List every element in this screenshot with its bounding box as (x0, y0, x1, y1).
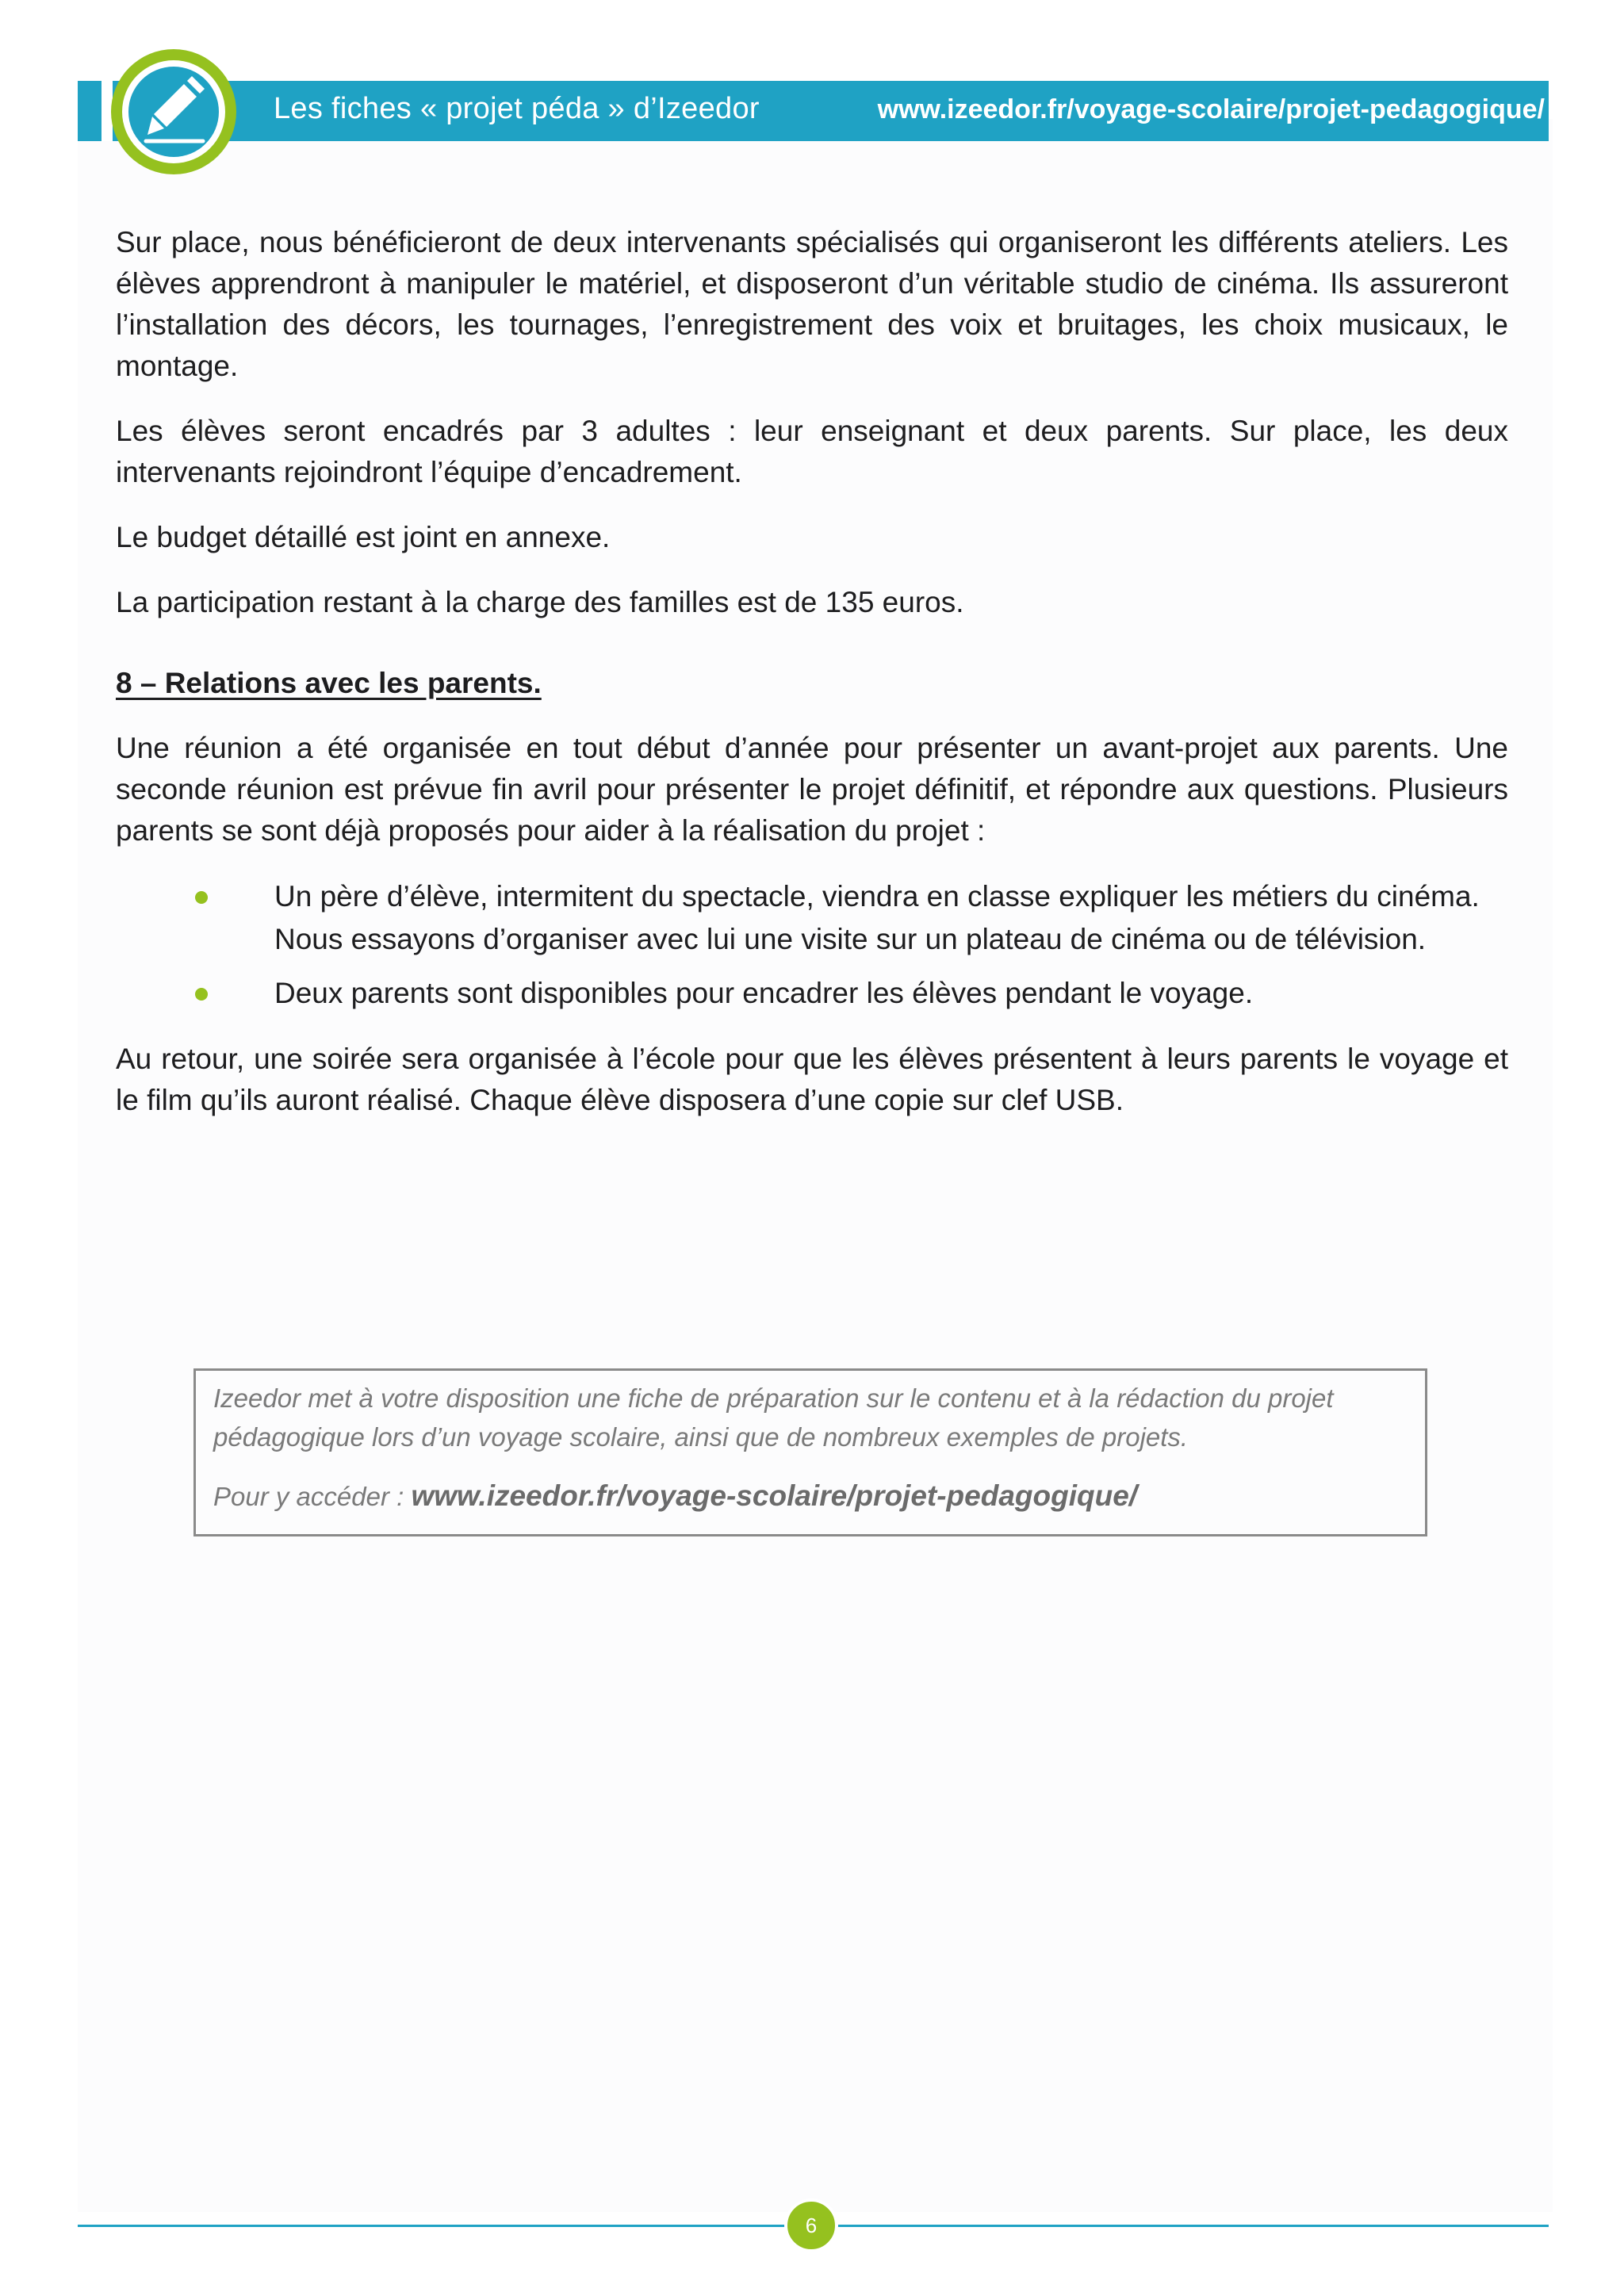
bullet-item (274, 972, 1508, 1015)
info-box-access (213, 1479, 1408, 1514)
bullet-list (116, 875, 1508, 1015)
info-box (193, 1368, 1427, 1536)
paragraph: Les élèves seront encadrés par 3 adultes : leur enseignant et deux parents. Sur place, les deux intervenants rejoindront l’équipe d’encadrement. (116, 415, 1508, 488)
info-access-link[interactable]: www.izeedor.fr/voyage-scolaire/projet-pedagogique/ (411, 1479, 1138, 1512)
bullet-text: Deux parents sont disponibles pour encadrer les élèves pendant le voyage. (274, 977, 1254, 1009)
section-intro-paragraph: Une réunion a été organisée en tout début d’année pour présenter un avant-projet aux parents. Une seconde réunion est prévue fin avril pour présenter le projet définitif, et répondre aux questions. Plusieurs parents se sont déjà proposés pour aider à la réalisation du projet : (116, 732, 1508, 847)
page-number: 6 (805, 2214, 818, 2237)
header-title: Les fiches « projet péda » d’Izeedor (274, 92, 760, 125)
closing-paragraph: Au retour, une soirée sera organisée à l’école pour que les élèves présentent à leurs parents le voyage et le film qu’ils auront réalisé. Chaque élève disposera d’une copie sur clef USB. (116, 1043, 1508, 1116)
section-heading (116, 663, 1508, 704)
document-body (116, 222, 1508, 1145)
info-box-text: Izeedor met à votre disposition une fiche de préparation sur le contenu et à la rédaction du projet pédagogique lors d’un voyage scolaire, ainsi que de nombreux exemples de projets. (213, 1383, 1334, 1452)
bullet-item (274, 875, 1508, 961)
bullet-text: Un père d’élève, intermitent du spectacle, viendra en classe expliquer les métiers du cinéma. Nous essayons d’organiser avec lui une visite sur un plateau de cinéma ou de télévision. (274, 880, 1480, 955)
bullet-icon (195, 988, 208, 1001)
paragraph: Sur place, nous bénéficieront de deux intervenants spécialisés qui organiseront les différents ateliers. Les élèves apprendront à manipuler le matériel, et disposeront d’un véritable studio de cinéma. Ils assureront l’installation des décors, les tournages, l’enregistrement des voix et bruitages, les choix musicaux, le montage. (116, 226, 1508, 382)
paragraph: Le budget détaillé est joint en annexe. (116, 521, 611, 553)
header-url-link[interactable]: www.izeedor.fr/voyage-scolaire/projet-pedagogique/ (877, 94, 1545, 124)
pencil-icon (128, 67, 219, 157)
info-access-label: Pour y accéder : (213, 1482, 412, 1511)
paragraph: La participation restant à la charge des familles est de 135 euros. (116, 586, 964, 618)
section-heading-text: 8 – Relations avec les parents. (116, 667, 542, 699)
logo-badge (128, 67, 219, 157)
header-notch (78, 81, 102, 141)
bullet-icon (195, 891, 208, 904)
